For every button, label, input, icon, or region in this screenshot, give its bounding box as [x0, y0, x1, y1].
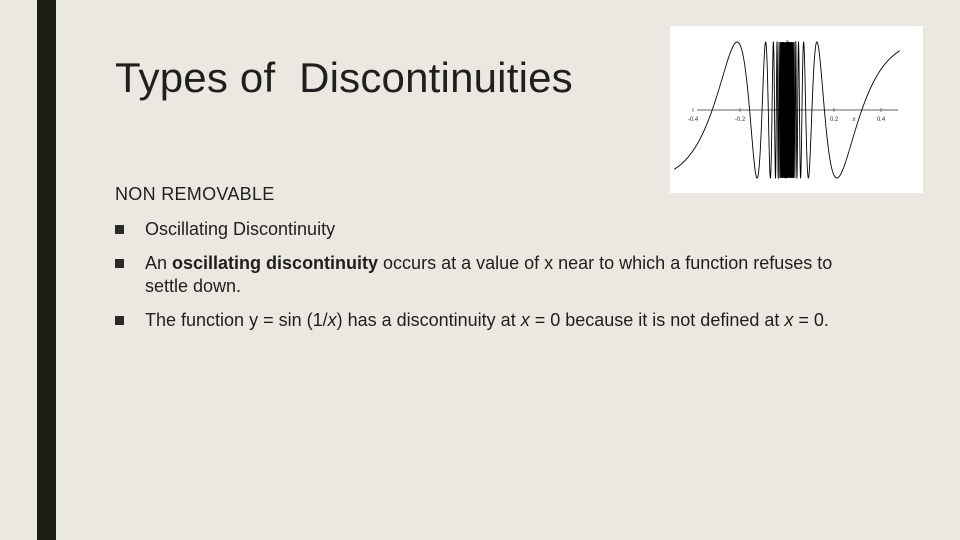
bullet-item: [115, 252, 875, 298]
bullet-text: An: [145, 253, 173, 273]
bullet-square-icon: [115, 225, 124, 234]
bullet-item: [115, 218, 875, 241]
bullet-text: Oscillating Discontinuity: [145, 219, 336, 239]
bullet-text: x: [520, 310, 530, 330]
x-tick-label: 0.2: [829, 117, 839, 123]
x-tick-label: -0.4: [687, 117, 699, 123]
bullet-text: ) has a discontinuity at: [336, 310, 521, 330]
bullet-text: x: [784, 310, 794, 330]
slide-title: Types of Discontinuities: [115, 54, 573, 101]
graph-svg: [670, 26, 923, 193]
bullet-text: The function y = sin (1/: [145, 310, 328, 330]
section-heading: NON REMOVABLE: [115, 184, 275, 204]
bullet-list: [115, 218, 875, 343]
bullet-text: x: [327, 310, 337, 330]
bullet-text: occurs at a value of x near to which a function refuses to settle down.: [145, 253, 833, 296]
bullet-text: oscillating discontinuity: [172, 253, 379, 273]
bullet-text: = 0.: [793, 310, 829, 330]
sine-reciprocal-graph: [670, 26, 923, 193]
bullet-item: [115, 309, 875, 332]
bullet-square-icon: [115, 316, 124, 325]
x-tick-label: 0.4: [876, 117, 886, 123]
bullet-square-icon: [115, 259, 124, 268]
x-tick-label: -0.2: [734, 117, 746, 123]
x-tick-label: x: [852, 117, 856, 123]
bullet-text: = 0 because it is not defined at: [529, 310, 785, 330]
side-accent-bar: [37, 0, 56, 540]
